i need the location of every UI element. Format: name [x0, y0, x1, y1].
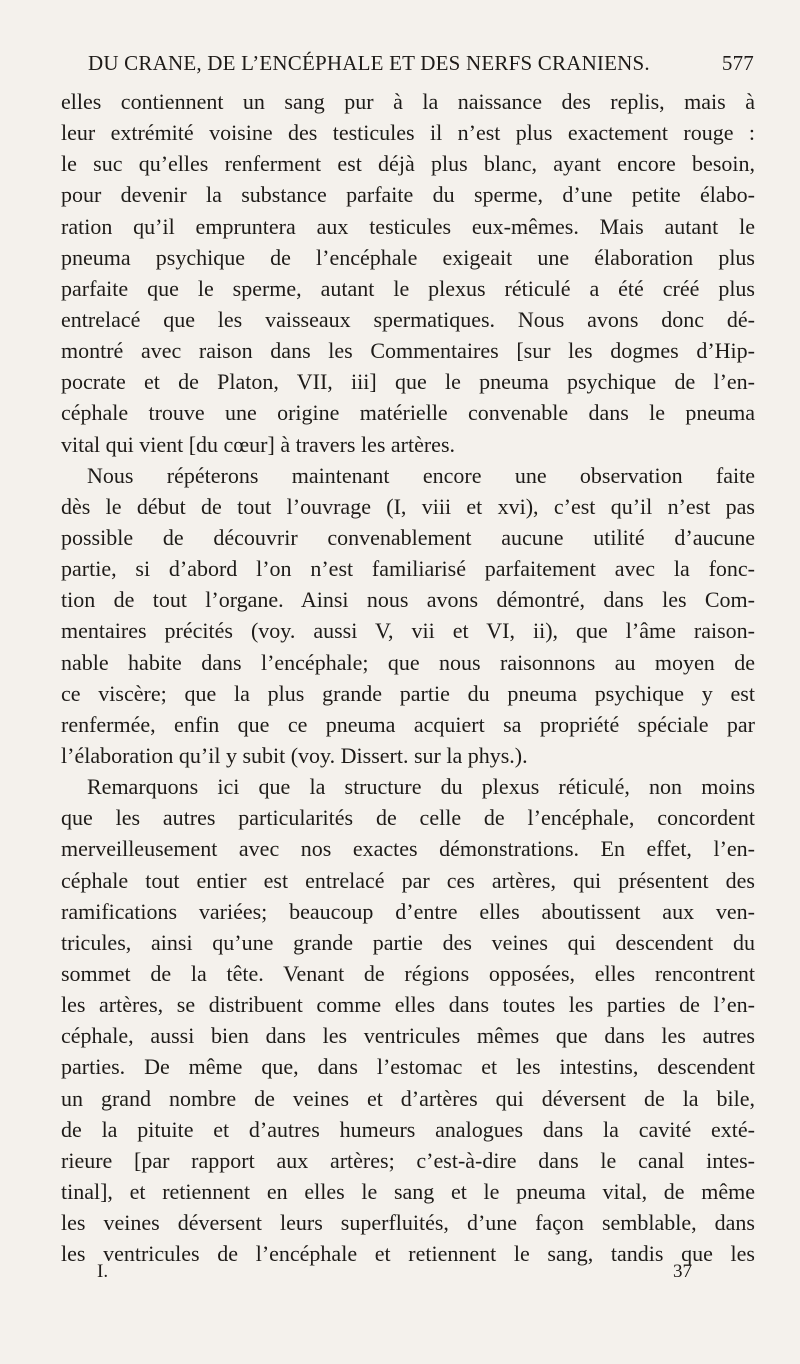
text-line: le suc qu’elles renferment est déjà plus blanc, ayant encore besoin, — [61, 151, 755, 177]
text-line: céphale trouve une origine matérielle convenable dans le pneuma — [61, 400, 755, 426]
text-line: parfaite que le sperme, autant le plexus réticulé a été créé plus — [61, 275, 755, 301]
text-line: ration qu’il empruntera aux testicules eux-mêmes. Mais autant le — [61, 213, 755, 239]
text-line: mentaires précités (voy. aussi V, vii et VI, ii), que l’âme raison- — [61, 618, 755, 644]
running-header — [88, 51, 754, 76]
text-line: les ventricules de l’encéphale et retiennent le sang, tandis que les — [61, 1241, 755, 1267]
signature-mark: I. — [97, 1261, 109, 1282]
text-line: dès le début de tout l’ouvrage (I, viii et xvi), c’est qu’il n’est pas — [61, 493, 755, 519]
text-line: ramifications variées; beaucoup d’entre elles aboutissent aux ven- — [61, 898, 755, 924]
text-line: elles contiennent un sang pur à la naissance des replis, mais à — [61, 89, 755, 114]
text-line: que les autres particularités de celle de l’encéphale, concordent — [61, 805, 755, 831]
text-line: nable habite dans l’encéphale; que nous raisonnons au moyen de — [61, 649, 755, 675]
text-line: tinal], et retiennent en elles le sang et le pneuma vital, de même — [61, 1178, 755, 1204]
text-line: l’élaboration qu’il y subit (voy. Dissert. sur la phys.). — [61, 742, 528, 768]
text-line: ce viscère; que la plus grande partie du pneuma psychique y est — [61, 680, 755, 706]
text-line: Remarquons ici que la structure du plexus réticulé, non moins — [87, 774, 755, 800]
text-line: un grand nombre de veines et d’artères qui déversent de la bile, — [61, 1085, 755, 1111]
text-line: montré avec raison dans les Commentaires [sur les dogmes d’Hip- — [61, 338, 755, 364]
text-line: Nous répéterons maintenant encore une observation faite — [87, 462, 755, 488]
text-line: céphale tout entier est entrelacé par ces artères, qui présentent des — [61, 867, 755, 893]
text-line: parties. De même que, dans l’estomac et les intestins, descendent — [61, 1054, 755, 1080]
page-number: 577 — [721, 51, 754, 75]
text-line: pocrate et de Platon, VII, iii] que le pneuma psychique de l’en- — [61, 369, 755, 395]
text-line: tricules, ainsi qu’une grande partie des veines qui descendent du — [61, 929, 755, 955]
sheet-number: 37 — [673, 1261, 692, 1282]
text-line: céphale, aussi bien dans les ventricules mêmes que dans les autres — [61, 1023, 755, 1049]
text-line: les artères, se distribuent comme elles dans toutes les parties de l’en- — [61, 992, 755, 1018]
text-line: entrelacé que les vaisseaux spermatiques. Nous avons donc dé- — [61, 306, 755, 332]
text-line: tion de tout l’organe. Ainsi nous avons démontré, dans les Com- — [61, 587, 755, 613]
text-line: les veines déversent leurs superfluités, d’une façon semblable, dans — [61, 1210, 755, 1236]
text-line: sommet de la tête. Venant de régions opposées, elles rencontrent — [61, 960, 755, 986]
text-line: rieure [par rapport aux artères; c’est-à-dire dans le canal intes- — [61, 1147, 755, 1173]
text-line: vital qui vient [du cœur] à travers les artères. — [61, 431, 456, 457]
text-line: pour devenir la substance parfaite du sperme, d’une petite élabo- — [61, 182, 755, 208]
body-text — [61, 86, 755, 1269]
text-line: leur extrémité voisine des testicules il n’est plus exactement rouge : — [61, 120, 755, 146]
text-line: partie, si d’abord l’on n’est familiarisé parfaitement avec la fonc- — [61, 556, 755, 582]
text-line: possible de découvrir convenablement aucune utilité d’aucune — [61, 524, 755, 550]
text-line: pneuma psychique de l’encéphale exigeait une élaboration plus — [61, 244, 755, 270]
running-title: DU CRANE, DE L’ENCÉPHALE ET DES NERFS CRANIENS. — [88, 51, 650, 75]
text-line: de la pituite et d’autres humeurs analogues dans la cavité exté- — [61, 1116, 755, 1142]
text-line: merveilleusement avec nos exactes démonstrations. En effet, l’en- — [61, 836, 755, 862]
text-line: renfermée, enfin que ce pneuma acquiert sa propriété spéciale par — [61, 711, 755, 737]
